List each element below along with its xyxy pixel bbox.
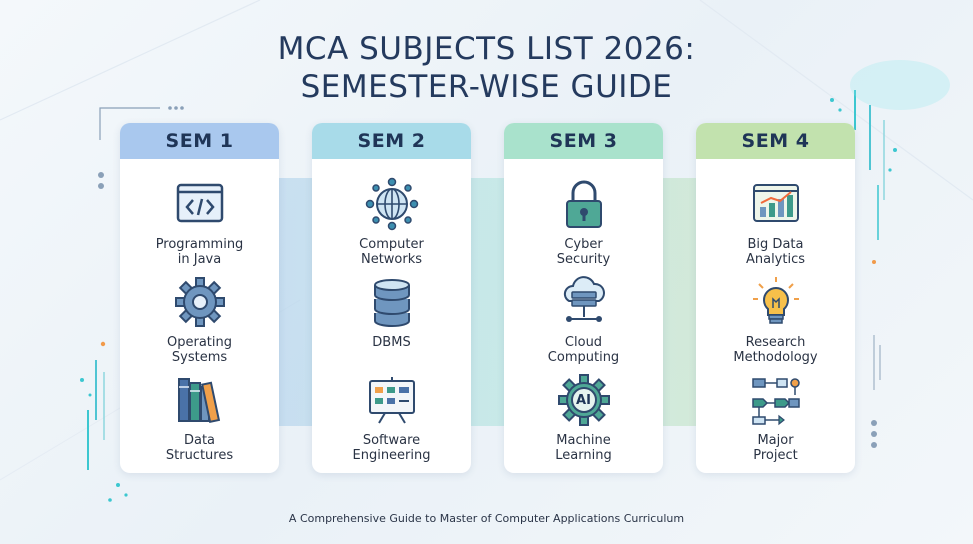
- books-icon: [173, 373, 227, 427]
- semester-2-card: [312, 123, 471, 473]
- subject-line-1: Software: [362, 433, 421, 448]
- semester-4-card: [696, 123, 855, 473]
- title-line-2: SEMESTER-WISE GUIDE: [300, 69, 673, 105]
- cloud-server-icon: [557, 275, 611, 329]
- subject-line-1: DBMS: [372, 335, 411, 350]
- subject-line-2: Analytics: [745, 252, 806, 267]
- subject-big-data-analytics: [696, 177, 855, 277]
- footer-caption: A Comprehensive Guide to Master of Computer Applications Curriculum: [288, 512, 685, 525]
- subject-line-1: Computer: [359, 237, 424, 252]
- gear-icon: [173, 275, 227, 329]
- subject-line-1: Major: [757, 433, 794, 448]
- subject-line-2: Structures: [165, 448, 234, 463]
- subject-major-project: [696, 373, 855, 473]
- subject-data-structures: [120, 373, 279, 473]
- whiteboard-icon: [365, 373, 419, 427]
- padlock-icon: [557, 177, 611, 231]
- subject-line-2: Networks: [360, 252, 423, 267]
- subject-line-1: Operating: [167, 335, 232, 350]
- subject-line-1: Cyber: [564, 237, 603, 252]
- ai-gear-icon: [557, 373, 611, 427]
- subject-line-1: Machine: [556, 433, 611, 448]
- analytics-chart-icon: [749, 177, 803, 231]
- page-title: [0, 30, 973, 106]
- subject-line-2: Computing: [547, 350, 620, 365]
- subject-line-2: Engineering: [352, 448, 431, 463]
- subject-programming-in-java: [120, 177, 279, 277]
- semester-1-header: SEM 1: [120, 123, 279, 159]
- subject-machine-learning: [504, 373, 663, 473]
- ai-gear-label: AI: [576, 392, 591, 408]
- subject-line-1: Big Data: [747, 237, 804, 252]
- subject-line-2: Methodology: [733, 350, 818, 365]
- subject-line-1: Cloud: [564, 335, 603, 350]
- database-icon: [365, 275, 419, 329]
- semester-3-card: [504, 123, 663, 473]
- subject-research-methodology: [696, 275, 855, 375]
- subject-line-2: Systems: [171, 350, 228, 365]
- semester-3-header: SEM 3: [504, 123, 663, 159]
- semester-1-card: [120, 123, 279, 473]
- subject-line-2: Learning: [555, 448, 612, 463]
- semester-2-header: SEM 2: [312, 123, 471, 159]
- subject-operating-systems: [120, 275, 279, 375]
- subject-line-1: Research: [745, 335, 806, 350]
- subject-software-engineering: [312, 373, 471, 473]
- semester-4-header: SEM 4: [696, 123, 855, 159]
- subject-line-2: in Java: [177, 252, 222, 267]
- flowchart-icon: [749, 373, 803, 427]
- code-window-icon: [173, 177, 227, 231]
- subject-cloud-computing: [504, 275, 663, 375]
- subject-line-1: Programming: [155, 237, 244, 252]
- subject-cyber-security: [504, 177, 663, 277]
- subject-line-1: Data: [183, 433, 216, 448]
- network-globe-icon: [365, 177, 419, 231]
- subject-dbms: [312, 275, 471, 375]
- subject-line-2: Project: [753, 448, 798, 463]
- subject-computer-networks: [312, 177, 471, 277]
- title-line-1: MCA SUBJECTS LIST 2026:: [277, 31, 696, 67]
- subject-line-2: Security: [556, 252, 611, 267]
- lightbulb-icon: [749, 275, 803, 329]
